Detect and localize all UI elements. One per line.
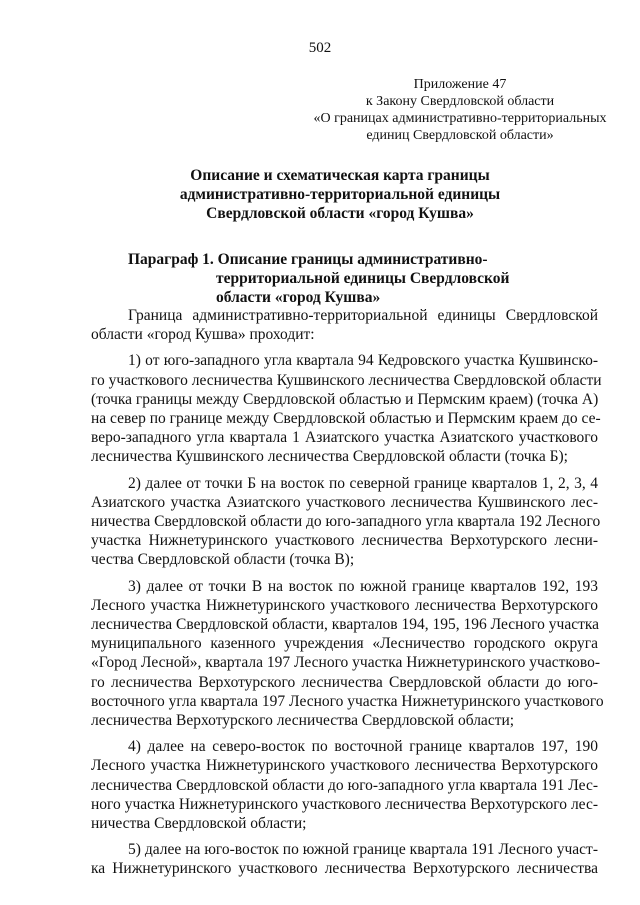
text-line: 1) от юго-западного угла квартала 94 Кедровского участка Кушвинско-	[128, 352, 598, 370]
text-line: (точка границы между Свердловской областью и Пермским краем) (точка А)	[91, 390, 599, 408]
title-line: Свердловской области «город Кушва»	[206, 205, 474, 222]
text-line: ничества Свердловской области до юго-западного угла квартала 192 Лесного	[91, 513, 601, 531]
paragraph-heading	[128, 250, 509, 307]
text-line: веро-западного угла квартала 1 Азиатского участка Азиатского участкового	[91, 429, 598, 447]
paragraph-text	[91, 306, 598, 344]
text-line: 3) далее от точки В на восток по южной границе кварталов 192, 193	[128, 577, 598, 595]
text-line: ного участка Нижнетуринского участкового лесничества Верхотурского лес-	[91, 795, 598, 813]
text-line: Лесного участка Нижнетуринского участкового лесничества Верхотурского	[91, 596, 598, 614]
body-paragraph	[91, 306, 598, 344]
body-paragraph	[91, 474, 601, 570]
text-line: «Город Лесной», квартала 197 Лесного участка Нижнетуринского участково-	[91, 654, 600, 672]
text-line: лесничества Кушвинского лесничества Свердловской области (точка Б);	[91, 448, 568, 466]
text-line: Лесного участка Нижнетуринского участкового лесничества Верхотурского	[91, 757, 598, 775]
text-line: на север по границе между Свердловской областью и Пермским краем до се-	[91, 410, 601, 428]
heading-line: области «город Кушва»	[216, 289, 381, 306]
text-line: го участкового лесничества Кушвинского лесничества Свердловской области	[91, 371, 602, 389]
heading-line: Параграф 1. Описание границы административно-	[128, 251, 488, 268]
text-line: го лесничества Верхотурского лесничества Свердловской области до юго-	[91, 673, 598, 691]
page-number: 502	[308, 40, 332, 56]
body-paragraph	[91, 840, 598, 878]
paragraph-text	[91, 351, 602, 466]
paragraph-text	[91, 840, 598, 878]
appendix-line: к Закону Свердловской области	[365, 94, 555, 109]
body-paragraph	[91, 737, 598, 833]
document-title	[90, 166, 590, 223]
appendix-line: единиц Свердловской области»	[366, 128, 554, 143]
appendix-line: Приложение 47	[413, 77, 507, 92]
text-line: 2) далее от точки Б на восток по северной границе кварталов 1, 2, 3, 4	[128, 474, 598, 492]
text-line: ка Нижнетуринского участкового лесничества Верхотурского лесничества	[91, 860, 598, 878]
appendix-line: «О границах административно-территориальных	[313, 111, 607, 126]
title-line: административно-территориальной единицы	[179, 186, 501, 203]
text-line: 4) далее на северо-восток по восточной границе кварталов 197, 190	[128, 738, 598, 756]
text-line: чества Свердловской области (точка В);	[91, 551, 355, 569]
text-line: ничества Свердловской области;	[91, 815, 307, 833]
text-line: области «город Кушва» проходит:	[91, 326, 315, 344]
text-line: муниципального казенного учреждения «Лесничество городского округа	[91, 635, 598, 653]
text-line: 5) далее на юго-восток по южной границе квартала 191 Лесного участ-	[128, 841, 598, 859]
appendix-reference	[300, 76, 620, 144]
title-line: Описание и схематическая карта границы	[190, 167, 490, 184]
body-paragraph	[91, 577, 604, 731]
text-line: лесничества Свердловской области, кварталов 194, 195, 196 Лесного участка	[91, 616, 600, 634]
paragraph-text	[91, 737, 598, 833]
text-line: Граница административно-территориальной единицы Свердловской	[128, 307, 598, 324]
body-text	[91, 306, 604, 886]
text-line: участка Нижнетуринского участкового лесничества Верхотурского лесни-	[91, 532, 598, 550]
text-line: лесничества Свердловской области до юго-западного угла квартала 191 Лес-	[91, 776, 598, 794]
text-line: лесничества Верхотурского лесничества Свердловской области;	[91, 712, 515, 730]
text-line: Азиатского участка Азиатского участкового лесничества Кушвинского лес-	[91, 493, 598, 511]
paragraph-text	[91, 577, 604, 731]
paragraph-text	[91, 474, 601, 570]
text-line: восточного угла квартала 197 Лесного участка Нижнетуринского участкового	[91, 692, 604, 710]
body-paragraph	[91, 351, 602, 466]
heading-line: территориальной единицы Свердловской	[216, 270, 510, 287]
